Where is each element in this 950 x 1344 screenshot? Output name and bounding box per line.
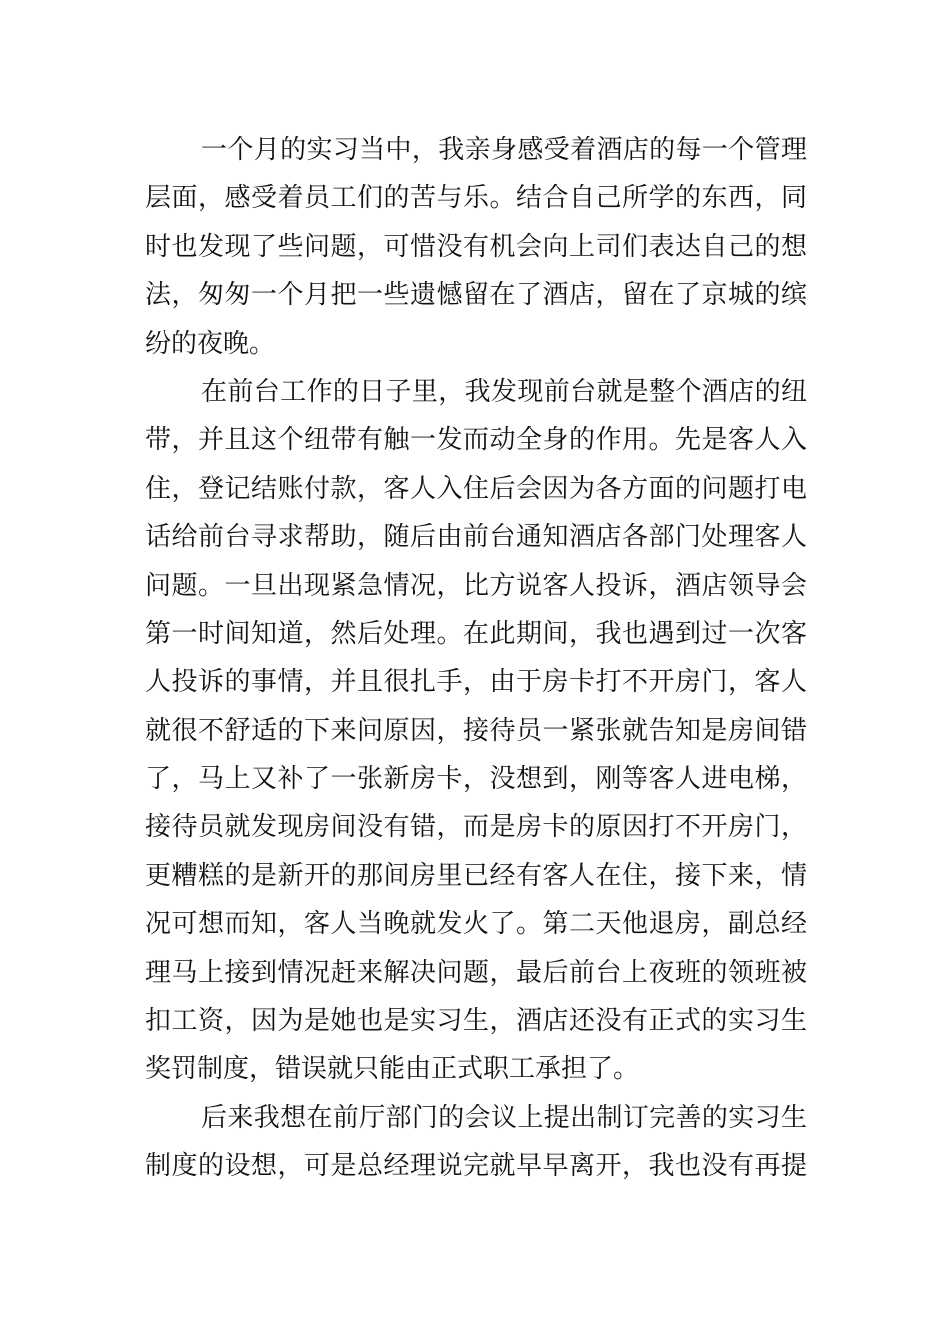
text-line: 人投诉的事情，并且很扎手，由于房卡打不开房门，客人: [145, 667, 807, 698]
paragraph-1: [145, 126, 807, 368]
text-line: 在前台工作的日子里，我发现前台就是整个酒店的纽: [201, 376, 807, 407]
text-line: 带，并且这个纽带有触一发而动全身的作用。先是客人入: [145, 425, 807, 456]
text-line: 扣工资，因为是她也是实习生，酒店还没有正式的实习生: [145, 1006, 807, 1037]
text-line: 一个月的实习当中，我亲身感受着酒店的每一个管理: [201, 135, 807, 165]
text-line: 制度的设想，可是总经理说完就早早离开，我也没有再提: [145, 1151, 807, 1182]
text-line: 奖罚制度，错误就只能由正式职工承担了。: [145, 1054, 640, 1085]
text-line: 更糟糕的是新开的那间房里已经有客人在住，接下来，情: [145, 860, 807, 891]
text-line: 层面，感受着员工们的苦与乐。结合自己所学的东西，同: [145, 183, 807, 214]
text-line: 了，马上又补了一张新房卡，没想到，刚等客人进电梯，: [145, 764, 807, 795]
text-line: 后来我想在前厅部门的会议上提出制订完善的实习生: [201, 1102, 807, 1133]
text-line: 理马上接到情况赶来解决问题，最后前台上夜班的领班被: [145, 957, 807, 988]
text-line: 就很不舒适的下来问原因，接待员一紧张就告知是房间错: [145, 715, 807, 746]
text-line: 第一时间知道，然后处理。在此期间，我也遇到过一次客: [145, 618, 807, 649]
text-line: 法，匆匆一个月把一些遗憾留在了酒店，留在了京城的缤: [145, 280, 807, 311]
text-line: 话给前台寻求帮助，随后由前台通知酒店各部门处理客人: [145, 522, 807, 553]
text-line: 问题。一旦出现紧急情况，比方说客人投诉，酒店领导会: [145, 570, 807, 601]
text-line: 况可想而知，客人当晚就发火了。第二天他退房，副总经: [145, 909, 807, 940]
body-text: [145, 126, 807, 1191]
text-line: 住，登记结账付款，客人入住后会因为各方面的问题打电: [145, 473, 807, 504]
text-line: 纷的夜晚。: [145, 328, 276, 359]
paragraph-2: [145, 368, 807, 1094]
paragraph-3: [145, 1094, 807, 1191]
text-line: 接待员就发现房间没有错，而是房卡的原因打不开房门，: [145, 812, 807, 843]
text-line: 时也发现了些问题，可惜没有机会向上司们表达自己的想: [145, 231, 807, 262]
